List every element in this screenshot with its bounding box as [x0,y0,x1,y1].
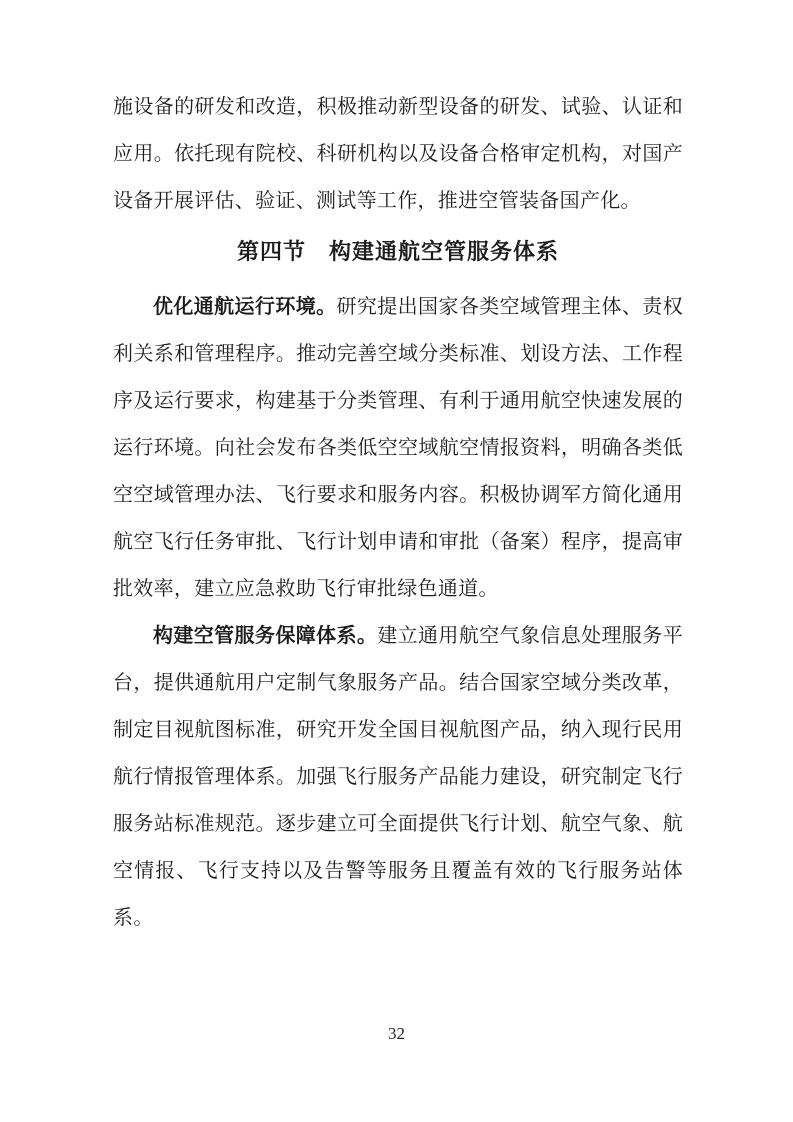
paragraph-optimize-body: 研究提出国家各类空域管理主体、责权利关系和管理程序。推动完善空域分类标准、划设方法、工作程序及运行要求，构建基于分类管理、有利于通用航空快速发展的运行环境。向社会发布各类低空空域航空情报资料，明确各类低空空域管理办法、飞行要求和服务内容。积极协调军方简化通用航空飞行任务审批、飞行计划申请和审批（备案）程序，提高审批效率，建立应急救助飞行审批绿色通道。 [113,296,683,600]
paragraph-service-body: 建立通用航空气象信息处理服务平台，提供通航用户定制气象服务产品。结合国家空域分类改革，制定目视航图标准，研究开发全国目视航图产品，纳入现行民用航行情报管理体系。加强飞行服务产品能力建设，研究制定飞行服务站标准规范。逐步建立可全面提供飞行计划、航空气象、航空情报、飞行支持以及告警等服务且覆盖有效的飞行服务站体系。 [113,625,683,929]
section-heading: 第四节 构建通航空管服务体系 [236,239,559,264]
page-content [113,84,683,942]
paragraph-service-system [113,613,683,942]
paragraph-optimize-environment [113,284,683,613]
page-number: 32 [388,1024,405,1043]
paragraph-optimize-lead: 优化通航运行环境。 [153,296,337,318]
paragraph-service-lead: 构建空管服务保障体系。 [153,625,378,647]
paragraph-continuation: 施设备的研发和改造，积极推动新型设备的研发、试验、认证和应用。依托现有院校、科研机构以及设备合格审定机构，对国产设备开展评估、验证、测试等工作，推进空管装备国产化。 [113,96,683,212]
